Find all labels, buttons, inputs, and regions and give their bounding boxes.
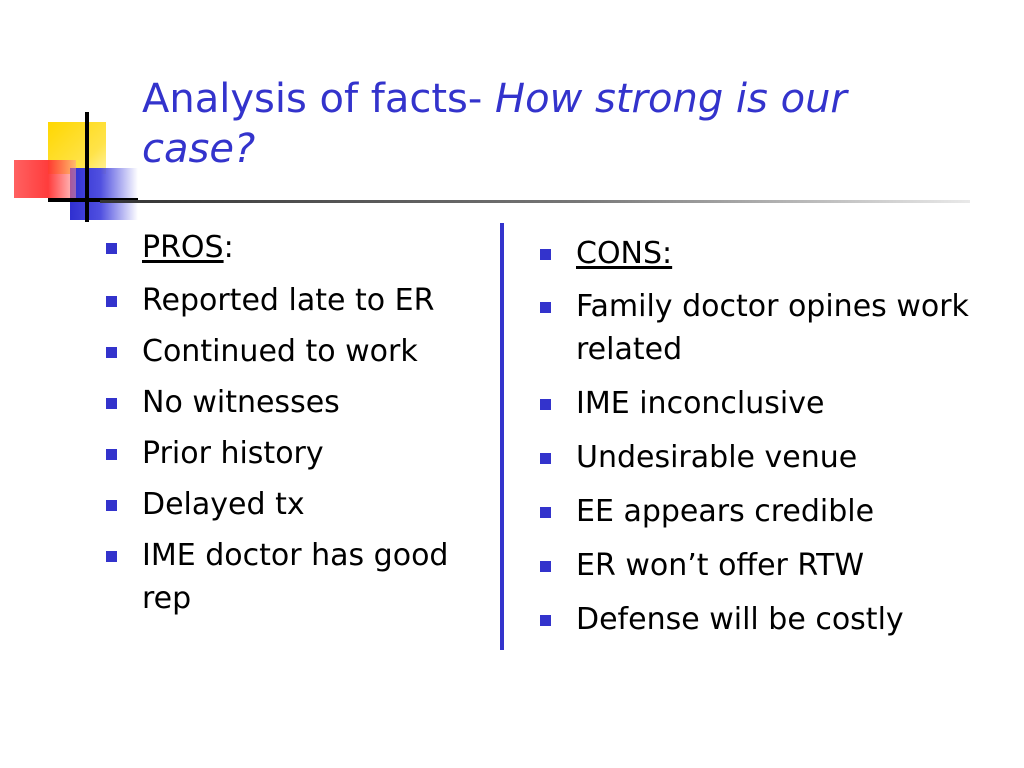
list-item: [538, 544, 1008, 587]
cons-item-text: EE appears credible: [576, 494, 875, 529]
pros-item-text: Reported late to ER: [142, 283, 435, 318]
list-item: [104, 534, 484, 620]
square-bullet-icon: [540, 302, 551, 313]
pros-item-text: IME doctor has good rep: [142, 538, 449, 616]
title-underline-rule: [100, 200, 970, 203]
pros-list: [104, 226, 484, 628]
list-item: [104, 381, 484, 424]
list-item: [104, 432, 484, 475]
square-bullet-icon: [540, 561, 551, 572]
list-item: [104, 330, 484, 373]
square-bullet-icon: [540, 249, 551, 260]
column-divider: [500, 223, 504, 650]
square-bullet-icon: [540, 453, 551, 464]
title-italic-text: How strong is our case?: [142, 76, 847, 172]
list-item: [538, 382, 1008, 425]
list-item: [538, 598, 1008, 641]
square-bullet-icon: [540, 507, 551, 518]
square-bullet-icon: [540, 399, 551, 410]
pros-item-text: Continued to work: [142, 334, 418, 369]
cons-item-text: IME inconclusive: [576, 386, 825, 421]
list-item: [538, 436, 1008, 479]
list-item: [538, 285, 1008, 371]
pros-heading-item: [104, 226, 484, 269]
square-bullet-icon: [106, 243, 117, 254]
list-item: [538, 490, 1008, 533]
cons-item-text: ER won’t offer RTW: [576, 548, 865, 583]
square-bullet-icon: [106, 449, 117, 460]
cons-list: [538, 232, 1008, 652]
crossed-squares-logo: [0, 0, 140, 230]
pros-item-text: Delayed tx: [142, 487, 305, 522]
square-bullet-icon: [540, 615, 551, 626]
list-item: [104, 279, 484, 322]
cons-heading: CONS:: [576, 236, 673, 271]
logo-red-square: [14, 160, 76, 198]
square-bullet-icon: [106, 551, 117, 562]
cons-item-text: Undesirable venue: [576, 440, 858, 475]
slide-title: [142, 74, 962, 174]
square-bullet-icon: [106, 500, 117, 511]
title-main-text: Analysis of facts-: [142, 76, 496, 122]
list-item: [104, 483, 484, 526]
cons-item-text: Defense will be costly: [576, 602, 904, 637]
pros-heading-colon: :: [223, 230, 234, 265]
cons-heading-item: [538, 232, 1008, 275]
cons-item-text: Family doctor opines work related: [576, 289, 969, 367]
logo-vertical-line: [85, 112, 89, 222]
square-bullet-icon: [106, 398, 117, 409]
logo-blue-square: [70, 168, 138, 220]
square-bullet-icon: [106, 296, 117, 307]
pros-heading: PROS: [142, 230, 224, 265]
pros-item-text: Prior history: [142, 436, 324, 471]
pros-item-text: No witnesses: [142, 385, 340, 420]
square-bullet-icon: [106, 347, 117, 358]
